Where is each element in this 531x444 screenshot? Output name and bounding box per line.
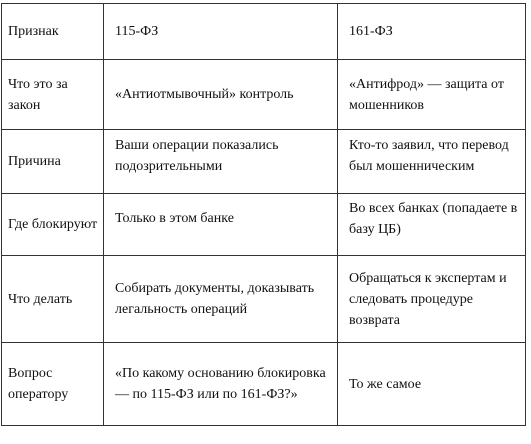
cell-161fz: «Антифрод» — защита от мошенников [338,60,526,130]
cell-115fz: Собирать документы, доказывать легальность операций [104,256,338,343]
cell-attribute: Признак [2,4,104,60]
cell-161fz: Во всех банках (попадаете в базу ЦБ) [338,194,526,256]
table-row [2,130,526,194]
cell-161fz: 161-ФЗ [338,4,526,60]
table-row [2,343,526,426]
cell-161fz: Кто-то заявил, что перевод был мошенническим [338,130,526,194]
cell-161fz: Обращаться к экспертам и следовать процедуре возврата [338,256,526,343]
cell-115fz: Ваши операции показались подозрительными [104,130,338,194]
cell-attribute: Что это за закон [2,60,104,130]
comparison-table [1,3,526,426]
table-row-header [2,4,526,60]
cell-attribute: Что делать [2,256,104,343]
cell-115fz: «Антиотмывочный» контроль [104,60,338,130]
table-row [2,194,526,256]
cell-161fz: То же самое [338,343,526,426]
table-row [2,256,526,343]
cell-attribute: Причина [2,130,104,194]
cell-115fz: «По какому основанию блокировка — по 115-ФЗ или по 161-ФЗ?» [104,343,338,426]
cell-115fz: 115-ФЗ [104,4,338,60]
cell-attribute: Где блокируют [2,194,104,256]
table-row [2,60,526,130]
cell-115fz: Только в этом банке [104,194,338,256]
cell-attribute: Вопрос оператору [2,343,104,426]
